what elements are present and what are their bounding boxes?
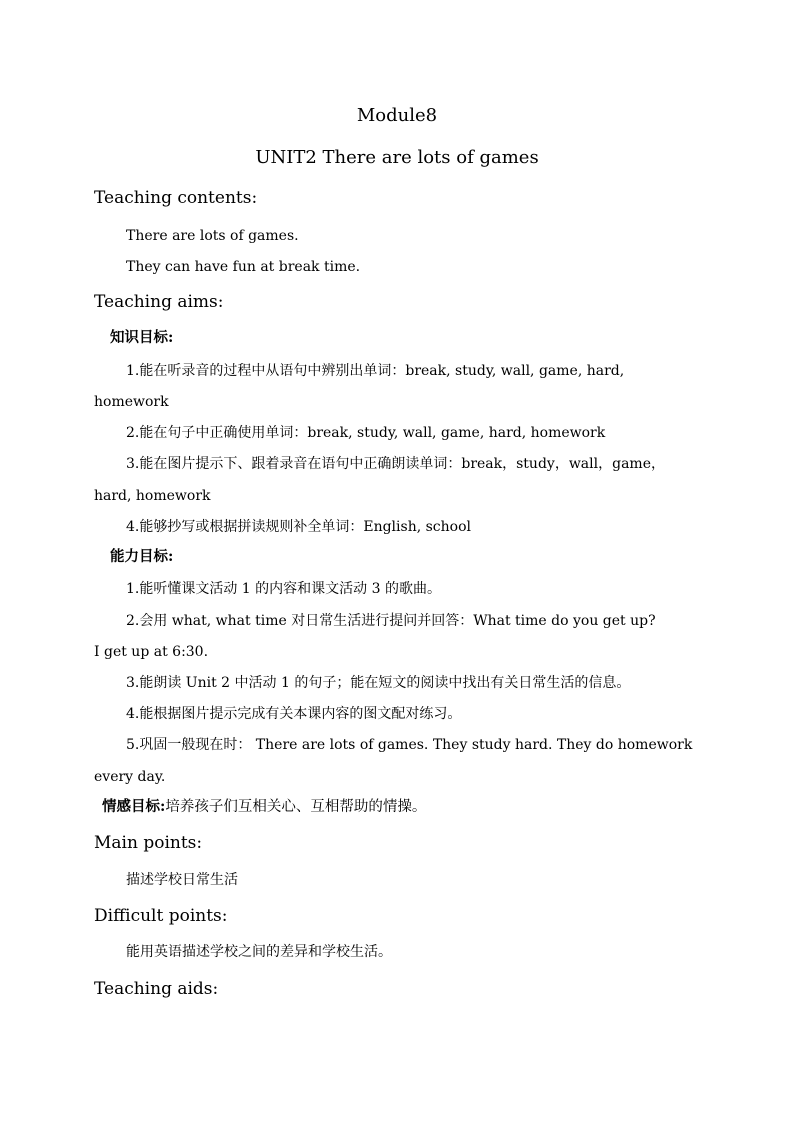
knowledge-item: 3.能在图片提示下、跟着录音在语句中正确朗读单词：break，study，wall，game， — [126, 456, 665, 472]
knowledge-item: 4.能够抄写或根据拼读规则补全单词：English, school — [126, 519, 471, 535]
teaching-contents-heading: Teaching contents: — [94, 188, 258, 208]
emotion-goals-label: 情感目标: — [102, 798, 166, 815]
ability-item: 3.能朗读 Unit 2 中活动 1 的句子；能在短文的阅读中找出有关日常生活的信息。 — [126, 675, 631, 691]
ability-item: 4.能根据图片提示完成有关本课内容的图文配对练习。 — [126, 706, 462, 722]
knowledge-item: homework — [94, 394, 169, 410]
emotion-goals — [102, 800, 426, 815]
teaching-aims-heading: Teaching aims: — [94, 292, 224, 312]
emotion-goals-text: 培养孩子们互相关心、互相帮助的情操。 — [165, 799, 427, 815]
difficult-points-text: 能用英语描述学校之间的差异和学校生活。 — [126, 944, 392, 960]
knowledge-goals-label: 知识目标: — [110, 329, 174, 346]
ability-item: I get up at 6:30. — [94, 644, 209, 660]
ability-item: 1.能听懂课文活动 1 的内容和课文活动 3 的歌曲。 — [126, 581, 441, 597]
main-points-text: 描述学校日常生活 — [126, 872, 238, 888]
ability-item: 2.会用 what, what time 对日常生活进行提问并回答：What time do you get up? — [126, 613, 656, 629]
ability-goals-label: 能力目标: — [110, 548, 174, 565]
knowledge-item: 2.能在句子中正确使用单词：break, study, wall, game, hard, homework — [126, 425, 606, 441]
ability-item: every day. — [94, 769, 166, 785]
page-title: Module8 — [356, 105, 438, 126]
ability-item: 5.巩固一般现在时： There are lots of games. They study hard. They do homework — [126, 737, 693, 753]
content-line: There are lots of games. — [126, 228, 299, 244]
knowledge-item: 1.能在听录音的过程中从语句中辨别出单词：break, study, wall, game, hard, — [126, 363, 625, 379]
difficult-points-heading: Difficult points: — [94, 906, 228, 926]
page-subtitle: UNIT2 There are lots of games — [255, 147, 539, 168]
main-points-heading: Main points: — [94, 833, 203, 853]
teaching-aids-heading: Teaching aids: — [94, 979, 219, 999]
knowledge-item: hard, homework — [94, 488, 211, 504]
content-line: They can have fun at break time. — [126, 259, 361, 275]
